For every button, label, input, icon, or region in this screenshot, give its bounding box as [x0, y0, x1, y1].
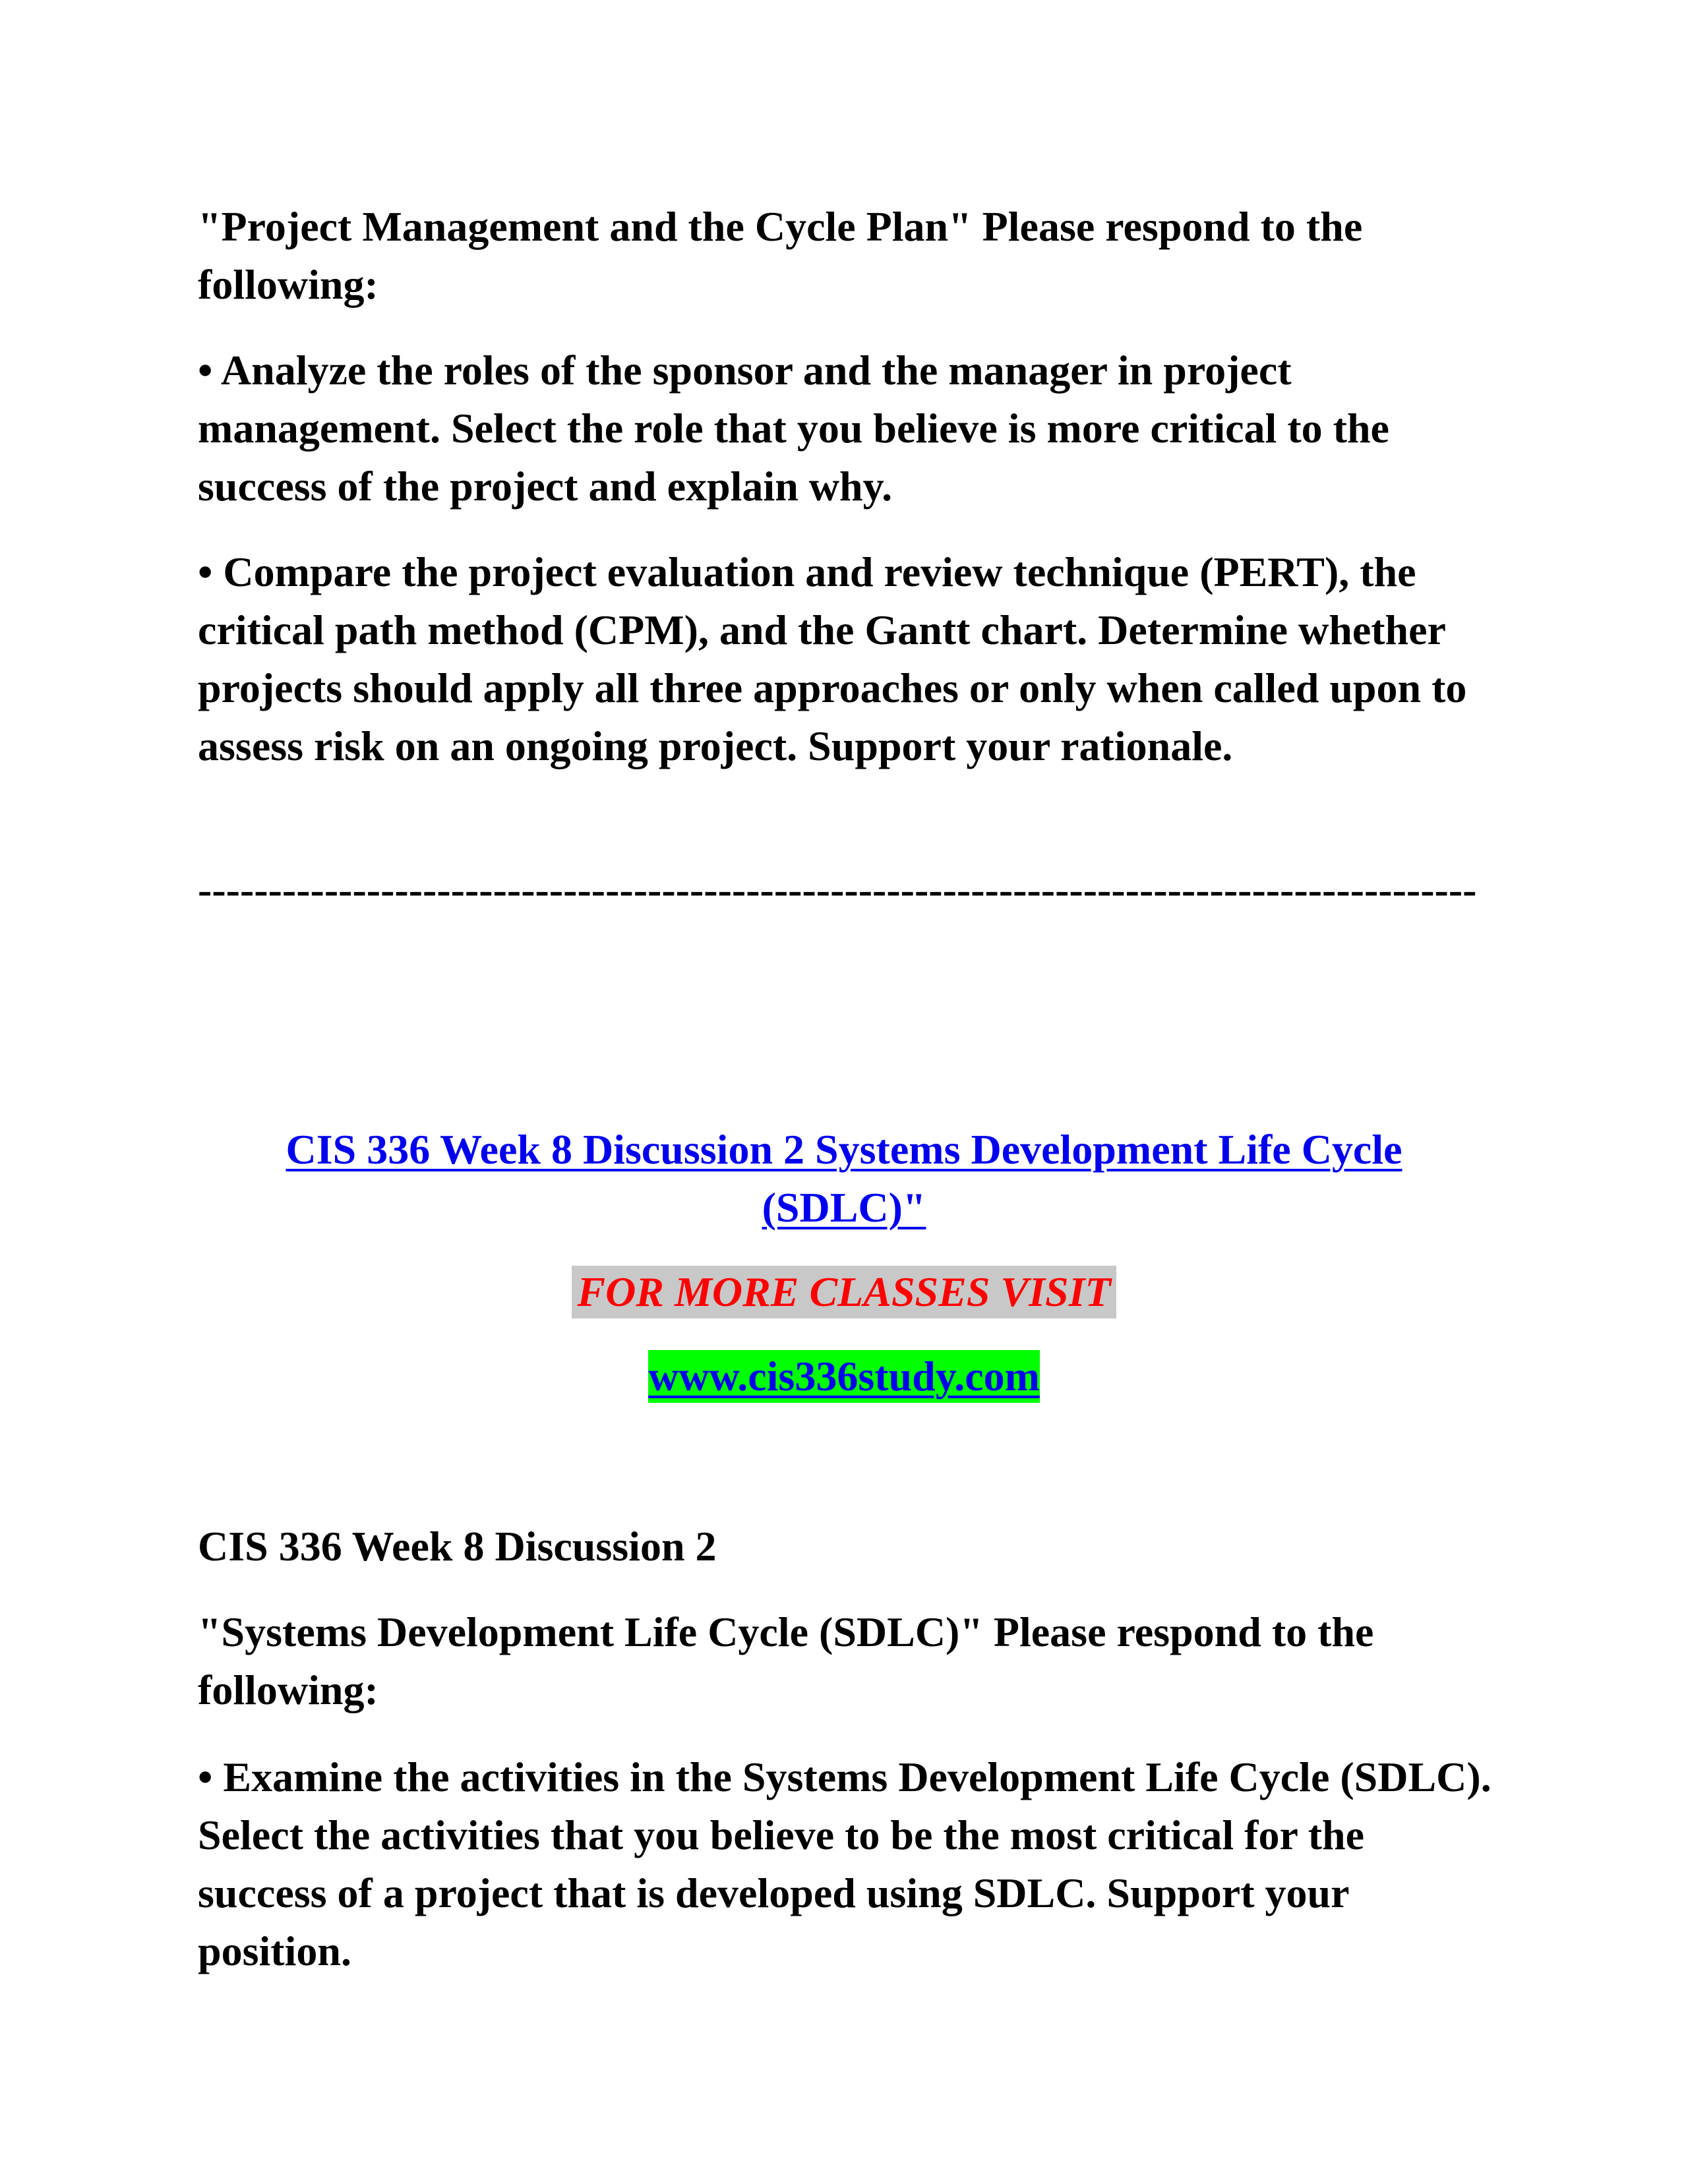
site-link-container [0, 1350, 1688, 1403]
bullet-sponsor-manager: • Analyze the roles of the sponsor and the manager in project management. Select the role that you believe is more critical to the success of the project and explain why. [198, 347, 1389, 510]
section-heading: CIS 336 Week 8 Discussion 2 [198, 1523, 717, 1570]
course-link-title[interactable]: CIS 336 Week 8 Discussion 2 Systems Development Life Cycle (SDLC)" [286, 1126, 1402, 1231]
promo-banner [0, 1266, 1688, 1318]
promo-text: FOR MORE CLASSES VISIT [572, 1266, 1116, 1318]
sdlc-prompt: "Systems Development Life Cycle (SDLC)" Please respond to the following: [198, 1608, 1374, 1713]
bullet-sdlc-activities: • Examine the activities in the Systems Development Life Cycle (SDLC). Select the activities that you believe to be the most critical for the success of a project that is developed using SDLC. Support your position. [198, 1754, 1492, 1974]
intro-prompt: "Project Management and the Cycle Plan" Please respond to the following: [198, 203, 1363, 308]
site-link[interactable]: www.cis336study.com [648, 1350, 1040, 1403]
section-divider: ------------------------------------------------------------------------------------------- [198, 866, 1477, 913]
bullet-pert-cpm-gantt: • Compare the project evaluation and review technique (PERT), the critical path method (CPM), and the Gantt chart. Determine whether projects should apply all three approaches or only when called upon to assess risk on an ongoing project. Support your rationale. [198, 548, 1467, 769]
